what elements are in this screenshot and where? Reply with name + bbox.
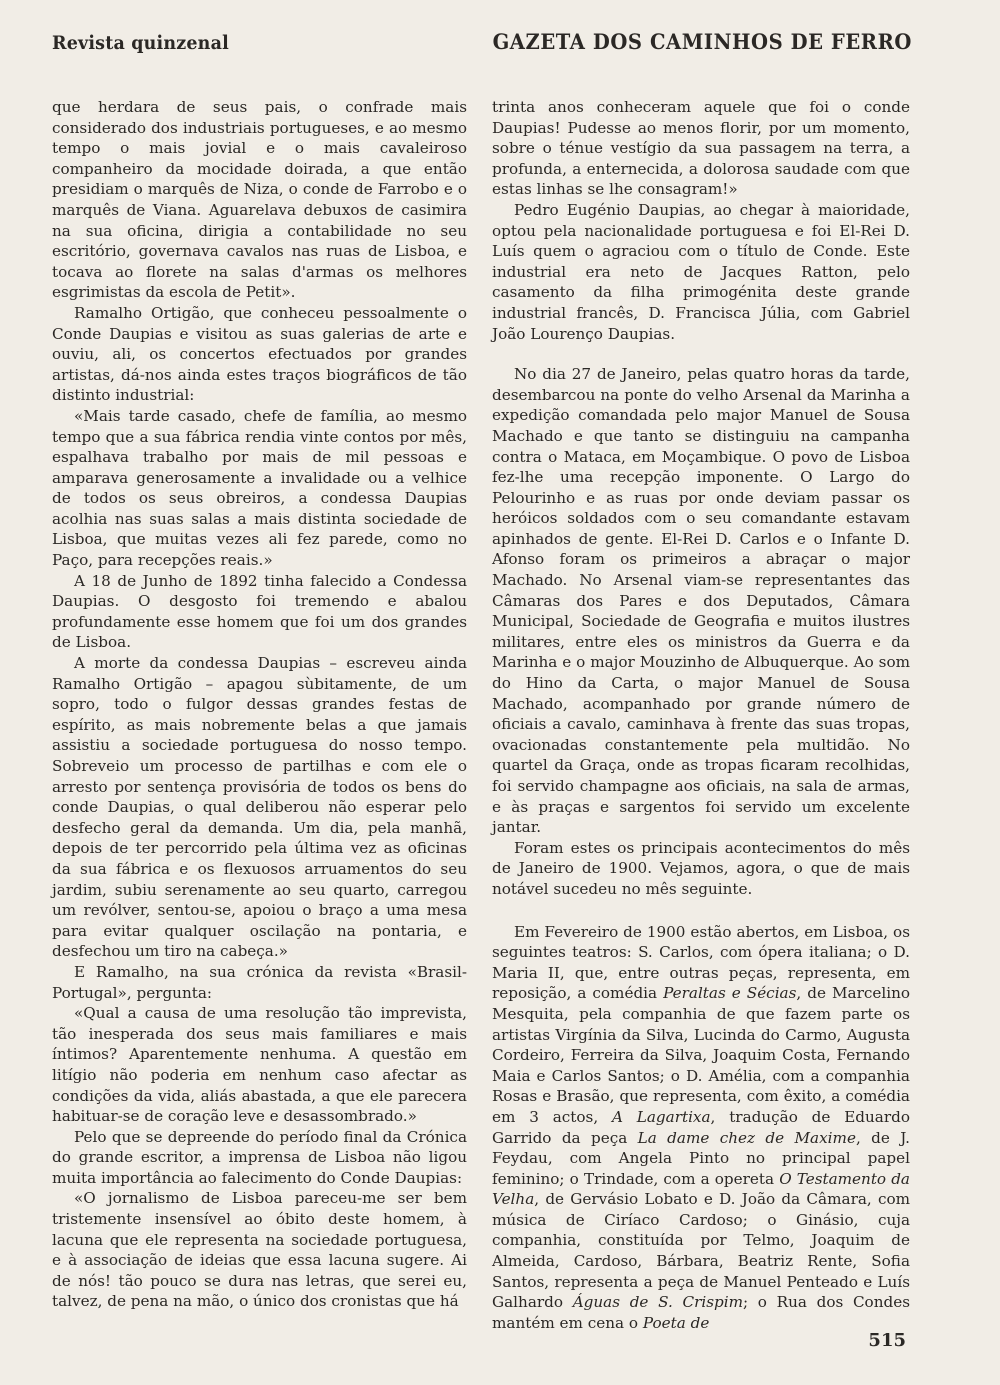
play-title: O Testamento da Velha [492,1169,910,1209]
text-run: Em Fevereiro de 1900 estão abertos, em Lisboa, os seguintes teatros: S. Carlos, com ópera italiana; o D. Maria II, que, entre outras peças, representa, em reposição, a comédia [492,922,910,1003]
paragraph-theatres [492,922,910,1334]
paragraph: Ramalho Ortigão, que conheceu pessoalmente o Conde Daupias e visitou as suas galerias de arte e ouviu, ali, os concertos efectuados por grandes artistas, dá-nos ainda estes traços biográficos de tão distinto industrial: [52,303,467,405]
paragraph: Pelo que se depreende do período final da Crónica do grande escritor, a imprensa de Lisboa não ligou muita importância ao falecimento do Conde Daupias: [52,1127,467,1187]
paragraph: Foram estes os principais acontecimentos do mês de Janeiro de 1900. Vejamos, agora, o que de mais notável sucedeu no mês seguinte. [492,838,910,898]
play-title: A Lagartixa [611,1107,711,1126]
paragraph: que herdara de seus pais, o confrade mais considerado dos industriais portugueses, e ao mesmo tempo o mais jovial e o mais cavaleiroso companheiro da mocidade doirada, a que então presidiam o marquês de Niza, o conde de Farrobo e o marquês de Viana. Aguarelava debuxos de casimira na sua oficina, dirigia a contabilidade no seu escritório, governava cavalos nas ruas de Lisboa, e tocava ao florete na salas d'armas os melhores esgrimistas da escola de Petit». [52,98,467,302]
text-run: , tradução de Eduardo Garrido da peça [492,1107,910,1147]
paragraph: A 18 de Junho de 1892 tinha falecido a Condessa Daupias. O desgosto foi tremendo e abalou profundamente esse homem que foi um dos grandes de Lisboa. [52,571,467,652]
text-run: ; o Rua dos Condes mantém em cena o [492,1293,910,1332]
paragraph: «O jornalismo de Lisboa pareceu-me ser bem tristemente insensível ao óbito deste homem, à lacuna que ele representa na sociedade portuguesa, e à associação de ideias que essa lacuna sugere. Ai de nós! tão pouco se dura nas letras, que serei eu, talvez, de pena na mão, o único dos cronistas que há [52,1189,467,1311]
paragraph: E Ramalho, na sua crónica da revista «Brasil-Portugal», pergunta: [52,962,467,1002]
play-title: Peraltas e Sécias [663,984,797,1003]
paragraph: «Qual a causa de uma resolução tão imprevista, tão inesperada dos seus mais familiares e mais íntimos? Aparentemente nenhuma. A questão em litígio não poderia em nenhum caso afectar as condições da vida, aliás abastada, a que ele parecera habituar-se de coração leve e desassombrado.» [52,1004,467,1126]
paragraph: Pedro Eugénio Daupias, ao chegar à maioridade, optou pela nacionalidade portuguesa e foi El-Rei D. Luís quem o agraciou com o título de Conde. Este industrial era neto de Jacques Ratton, pelo casamento da filha primogénita deste grande industrial francês, D. Francisca Júlia, com Gabriel João Lourenço Daupias. [492,200,910,343]
paragraph: «Mais tarde casado, chefe de família, ao mesmo tempo que a sua fábrica rendia vinte contos por mês, espalhava trabalho por mais de mil pessoas e amparava generosamente a invalidade ou a velhice de todos os seus obreiros, a condessa Daupias acolhia nas suas salas a mais distinta sociedade de Lisboa, que muitas vezes ali fez parede, como no Paço, para recepções reais.» [52,406,467,570]
text-run: , de Marcelino Mesquita, pela companhia de que fazem parte os artistas Virgínia da Silva, Lucinda do Carmo, Augusta Cordeiro, Ferreira da Silva, Joaquim Costa, Fernando Maia e Carlos Santos; o D. Amélia, com a companhia Rosas e Brasão, que representa, com êxito, a comédia em 3 actos, [492,984,910,1126]
right-column [492,97,910,1333]
paragraph: trinta anos conheceram aquele que foi o conde Daupias! Pudesse ao menos florir, por um momento, sobre o ténue vestígio da sua passagem na terra, a profunda, a enternecida, a dolorosa saudade com que estas linhas se lhe consagram!» [492,98,910,199]
page-number: 515 [868,1330,906,1351]
text-run: , de J. Feydau, com Angela Pinto no principal papel feminino; o Trindade, com a opereta [492,1128,910,1188]
text-run: , de Gervásio Lobato e D. João da Câmara, com música de Ciríaco Cardoso; o Ginásio, cuja companhia, constituída por Telmo, Joaquim de Almeida, Cardoso, Bárbara, Beatriz Rente, Sofia Santos, representa a peça de Manuel Penteado e Luís Galhardo [492,1190,910,1312]
running-head-left: Revista quinzenal [52,32,229,54]
running-head-right: GAZETA DOS CAMINHOS DE FERRO [492,29,912,54]
left-column [52,97,467,1312]
paragraph: No dia 27 de Janeiro, pelas quatro horas da tarde, desembarcou na ponte do velho Arsenal da Marinha a expedição comandada pelo major Manuel de Sousa Machado e que tanto se distinguiu na campanha contra o Mataca, em Moçambique. O povo de Lisboa fez-lhe uma recepção imponente. O Largo do Pelourinho e as ruas por onde deviam passar os heróicos soldados com o seu comandante estavam apinhados de gente. El-Rei D. Carlos e o Infante D. Afonso foram os primeiros a abraçar o major Machado. No Arsenal viam-se representantes das Câmaras dos Pares e dos Deputados, Câmara Municipal, Sociedade de Geografia e muitos ilustres militares, entre eles os ministros da Guerra e da Marinha e o major Mouzinho de Albuquerque. Ao som do Hino da Carta, o major Manuel de Sousa Machado, acompanhado por grande número de oficiais a cavalo, caminhava à frente das suas tropas, ovacionadas constantemente pela multidão. No quartel da Graça, onde as tropas ficaram recolhidas, foi servido champagne aos oficiais, na sala de armas, e às praças e sargentos foi servido um excelente jantar. [492,365,910,837]
play-title: Águas de S. Crispim [572,1293,743,1312]
play-title: Poeta de [642,1313,710,1332]
paragraph: A morte da condessa Daupias – escreveu ainda Ramalho Ortigão – apagou sùbitamente, de um sopro, todo o fulgor dessas grandes festas de espírito, as mais nobremente belas a que jamais assistiu a sociedade portuguesa do nosso tempo. Sobreveio um processo de partilhas e com ele o arresto por sentença provisória de todos os bens do conde Daupias, o qual deliberou não esperar pelo desfecho geral da demanda. Um dia, pela manhã, depois de ter percorrido pela última vez as oficinas da sua fábrica e os flexuosos arruamentos do seu jardim, subiu serenamente ao seu quarto, carregou um revólver, sentou-se, apoiou o braço a uma mesa para evitar qualquer oscilação na pontaria, e desfechou um tiro na cabeça.» [52,654,467,961]
play-title: La dame chez de Maxime [637,1128,856,1147]
